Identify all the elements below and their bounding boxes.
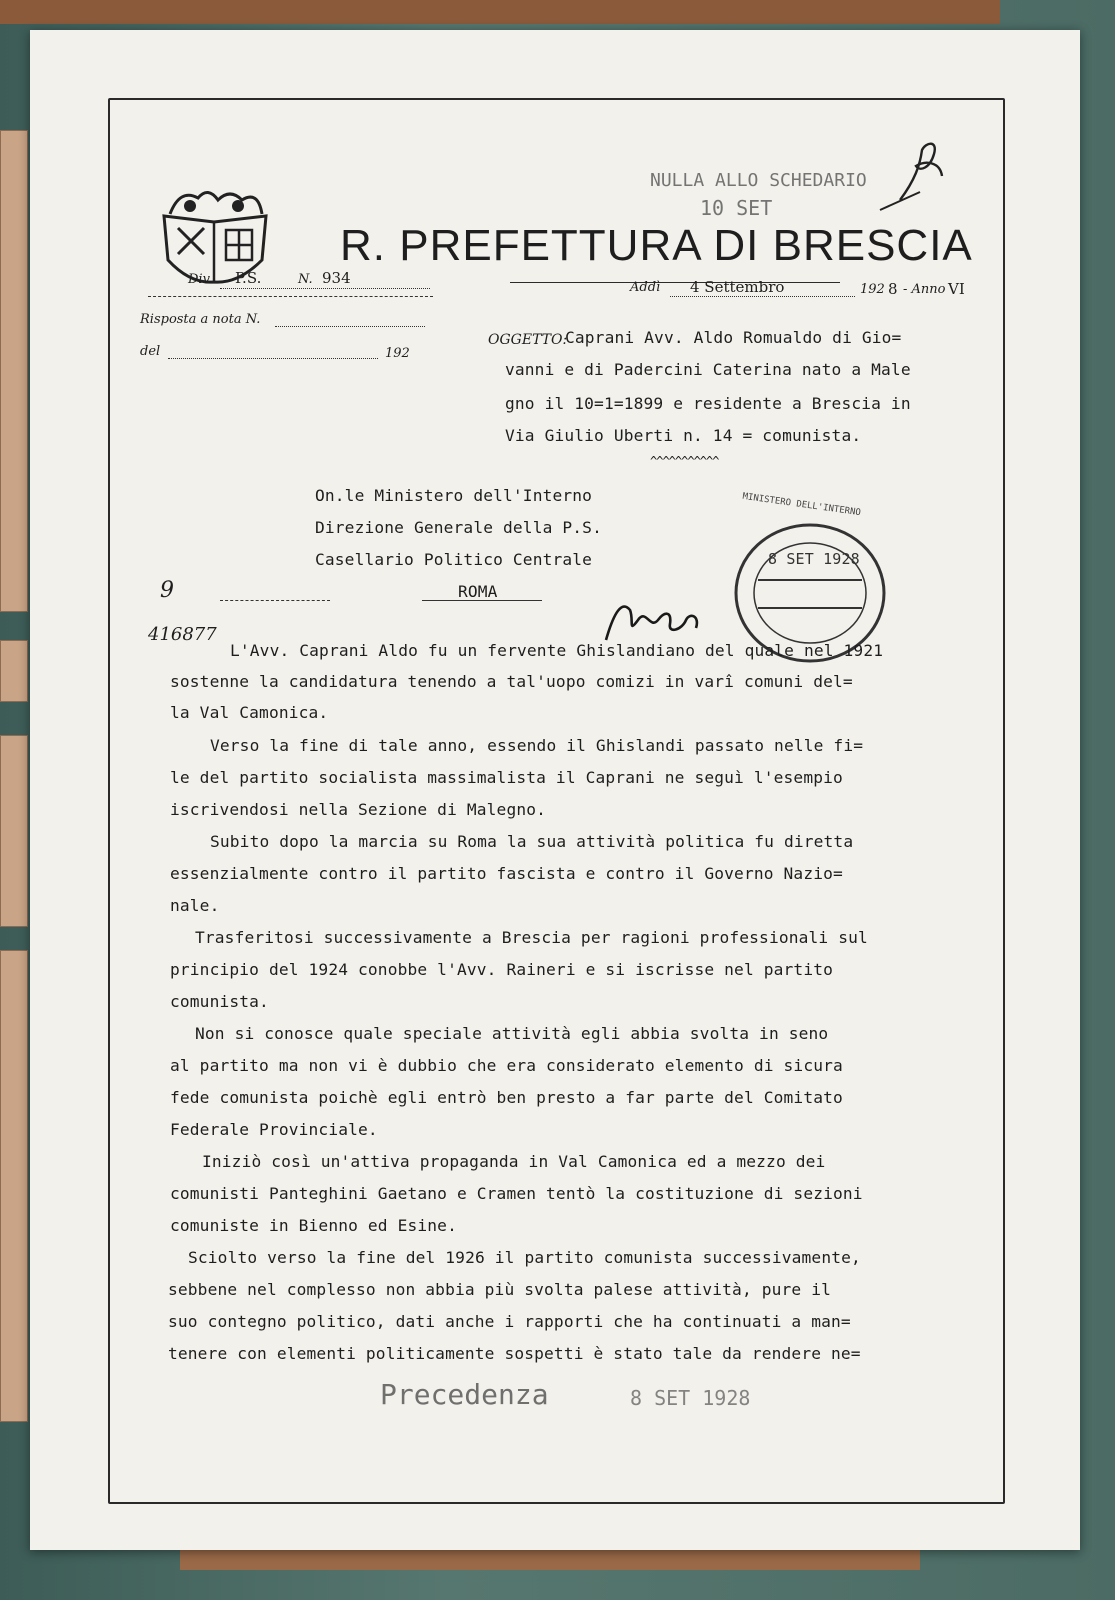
protocol-number-label: N.	[298, 272, 313, 287]
oggetto-line-1: Caprani Avv. Aldo Romualdo di Gio=	[565, 328, 902, 347]
body-line-7: Subito dopo la marcia su Roma la sua attività politica fu diretta	[210, 832, 854, 851]
page-title: R. PREFETTURA DI BRESCIA	[340, 221, 973, 270]
year-prefix: 192	[860, 282, 885, 297]
oggetto-line-4: Via Giulio Uberti n. 14 = comunista.	[505, 426, 862, 445]
addi-label: Addì	[630, 280, 661, 295]
initials-signature-mark	[860, 130, 950, 220]
document-date: 4 Settembro	[690, 278, 785, 296]
oggetto-line-3: gno il 10=1=1899 e residente a Brescia in	[505, 394, 911, 413]
margin-reference-number: 416877	[148, 624, 217, 645]
received-stamp-date: 10 SET	[700, 196, 773, 220]
div-dashed-rule	[148, 296, 433, 297]
folder-tab-bottom	[0, 950, 28, 1422]
div-label: Div.	[188, 272, 213, 287]
body-line-10: Trasferitosi successivamente a Brescia per ragioni professionali sul	[195, 928, 868, 947]
document-page	[30, 30, 1080, 1550]
div-value: P.S.	[235, 269, 262, 287]
recipient-line-2: Direzione Generale della P.S.	[315, 518, 602, 537]
oggetto-label: OGGETTO:	[488, 332, 568, 348]
risposta-dotted-line	[275, 326, 425, 327]
protocol-number-value: 934	[322, 269, 351, 287]
year-value: 8	[888, 280, 898, 298]
del-year: 192	[385, 346, 410, 361]
oggetto-rule: ^^^^^^^^^^^	[650, 454, 719, 468]
footer-precedenza-stamp: Precedenza	[380, 1378, 549, 1411]
anno-label: - Anno	[903, 282, 946, 297]
body-line-15: fede comunista poichè egli entrò ben presto a far parte del Comitato	[170, 1088, 843, 1107]
body-line-2: sostenne la candidatura tenendo a tal'uopo comizi in varî comuni del=	[170, 672, 853, 691]
folder-tab-upper	[0, 130, 28, 612]
del-dotted-line	[168, 358, 378, 359]
body-line-20: Sciolto verso la fine del 1926 il partito comunista successivamente,	[188, 1248, 861, 1267]
wooden-edge-top	[0, 0, 1000, 24]
body-line-16: Federale Provinciale.	[170, 1120, 378, 1139]
body-line-11: principio del 1924 conobbe l'Avv. Raineri e si iscrisse nel partito	[170, 960, 834, 979]
body-line-4: Verso la fine di tale anno, essendo il Ghislandi passato nelle fi=	[210, 736, 864, 755]
folder-tab-middle	[0, 640, 28, 702]
anno-value: VI	[948, 280, 965, 298]
body-line-14: al partito ma non vi è dubbio che era considerato elemento di sicura	[170, 1056, 843, 1075]
body-line-13: Non si conosce quale speciale attività egli abbia svolta in seno	[195, 1024, 829, 1043]
oggetto-line-2: vanni e di Padercini Caterina nato a Male	[505, 360, 911, 379]
risposta-label: Risposta a nota N.	[140, 312, 261, 327]
body-line-3: la Val Camonica.	[170, 703, 329, 722]
title-underline	[510, 282, 840, 283]
body-line-21: sebbene nel complesso non abbia più svolta palese attività, pure il	[168, 1280, 832, 1299]
body-line-5: le del partito socialista massimalista il Caprani ne seguì l'esempio	[170, 768, 843, 787]
body-line-8: essenzialmente contro il partito fascista e contro il Governo Nazio=	[170, 864, 843, 883]
margin-dashed-mark	[220, 600, 330, 601]
folder-tab-lower	[0, 735, 28, 927]
date-dotted-line	[670, 296, 855, 297]
round-stamp-text: MINISTERO DELL'INTERNO	[741, 491, 862, 519]
body-line-19: comuniste in Bienno ed Esine.	[170, 1216, 457, 1235]
body-line-1: L'Avv. Caprani Aldo fu un fervente Ghislandiano del quale nel 1921	[230, 641, 884, 660]
body-line-23: tenere con elementi politicamente sospetti è stato tale da rendere ne=	[168, 1344, 861, 1363]
body-line-6: iscrivendosi nella Sezione di Malegno.	[170, 800, 547, 819]
del-label: del	[140, 344, 161, 359]
body-line-18: comunisti Panteghini Gaetano e Cramen tentò la costituzione di sezioni	[170, 1184, 863, 1203]
margin-number-9: 9	[160, 578, 174, 603]
div-dotted-line	[220, 288, 430, 289]
body-line-22: suo contegno politico, dati anche i rapporti che ha continuati a man=	[168, 1312, 851, 1331]
body-line-9: nale.	[170, 896, 220, 915]
recipient-line-1: On.le Ministero dell'Interno	[315, 486, 593, 505]
recipient-city: ROMA	[458, 582, 498, 601]
received-stamp-text: NULLA ALLO SCHEDARIO	[650, 170, 867, 191]
body-line-12: comunista.	[170, 992, 269, 1011]
round-stamp-date: 8 SET 1928	[768, 550, 860, 568]
recipient-line-3: Casellario Politico Centrale	[315, 550, 593, 569]
footer-date-stamp: 8 SET 1928	[630, 1386, 751, 1410]
recipient-city-underline	[422, 600, 542, 601]
body-line-17: Iniziò così un'attiva propaganda in Val Camonica ed a mezzo dei	[202, 1152, 826, 1171]
